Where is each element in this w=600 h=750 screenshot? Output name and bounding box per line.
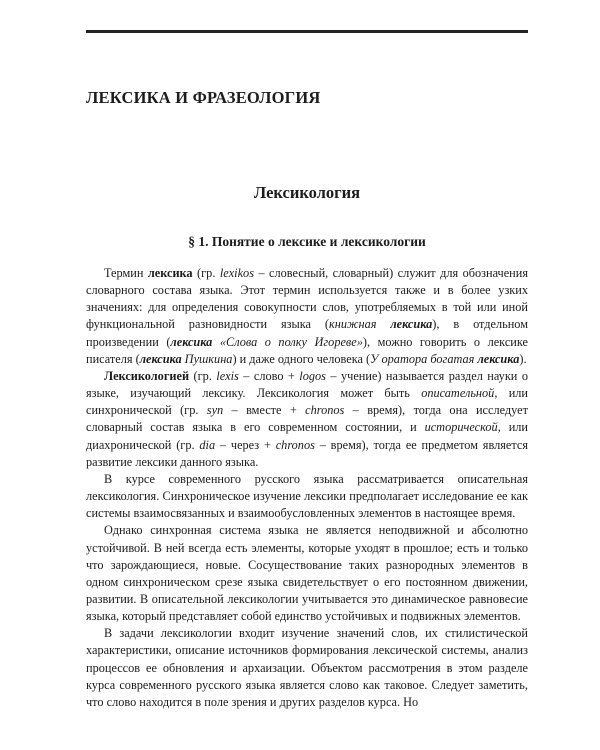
term-italic: книжная (329, 317, 391, 332)
text-run: ) и даже одного человека ( (232, 351, 371, 366)
top-rule (86, 30, 528, 33)
term-bold-italic: лексика (477, 351, 520, 366)
term-italic: dia (199, 437, 216, 452)
text-run: ), можно говорить о лексике писателя ( (86, 334, 528, 366)
term-italic: logos (299, 368, 326, 383)
paragraph-5: В задачи лексикологии входит изучение значений слов, их стилистической характеристики, описание источников формирования лексической системы, анализ процессов ее обновления и архаизации. Объектом рассмотрения в этом разделе курса современного русского языка является слово как таковое. Следует заметить, что слово находится в поле зрения и других разделов курса. Но (86, 626, 528, 709)
text-run: – словесный, словарный) служит для обозначения словарного состава языка. Этот термин используется также и в более узких значениях: для определения совокупности слов, употребляемых в той или иной функциональной разновидности языка ( (86, 266, 528, 332)
text-run: – время), тогда она исследует словарный состав языка в его современном состоянии, и (86, 403, 528, 435)
term-italic: исторической (424, 420, 498, 435)
text-run: – вместе + (223, 403, 306, 418)
term-italic: syn (206, 403, 224, 418)
term-italic: chronos (305, 403, 345, 418)
section-title: Лексикология (253, 183, 361, 202)
text-run: ). (519, 351, 527, 366)
term-italic: описательной (421, 386, 495, 401)
chapter-title: ЛЕКСИКА И ФРАЗЕОЛОГИЯ (86, 88, 321, 107)
term-bold-italic: лексика (170, 334, 213, 349)
text-run: (гр. (192, 266, 220, 280)
paragraph-3: В курсе современного русского языка рассматривается описательная лексикология. Синхроническое изучение лексики предполагает исследование ее как системы взаимосвязанных и взаимообусловленных элементов в настоящее время. (86, 471, 528, 521)
text-run: Термин (104, 266, 148, 280)
text-run: , или синхронической (гр. (86, 386, 528, 418)
text-run: – через + (215, 437, 276, 452)
text-run: , или диахронической (гр. (86, 420, 528, 452)
term-bold-italic: лексика (390, 317, 433, 332)
term-bold: лексика (147, 266, 193, 280)
paragraph-4: Однако синхронная система языка не является неподвижной и абсолютно устойчивой. В ней всегда есть элементы, которые уходят в прошлое; есть и только что зарождающиеся, новые. Сосуществование таких разнородных элементов в одном синхроническом срезе языка свидетельствует о его постоянном движении, развитии. В описательной лексикологии учитывается это динамическое равновесие языка, который представляет собой единство устойчивых и подвижных элементов. (86, 523, 528, 624)
term-bold: Лексикологией (104, 368, 190, 383)
term-italic: «Слова о полку Игореве» (212, 334, 363, 349)
term-bold-italic: лексика (139, 351, 182, 366)
text-run: – слово + (238, 368, 300, 383)
text-run: – учение) называется раздел науки о языке, изучающий лексику. Лексикология может быть (86, 368, 528, 401)
text-run: – время), тогда ее предметом является развитие лексики данного языка. (86, 437, 528, 469)
text-run: ), в отдельном произведении ( (86, 317, 529, 349)
term-italic: lexikos (219, 266, 254, 280)
text-run: (гр. (189, 368, 217, 383)
paragraph-2 (86, 368, 528, 471)
term-italic: Пушкина (181, 351, 233, 366)
term-italic: lexis (216, 368, 239, 383)
paragraph-title: § 1. Понятие о лексике и лексикологии (188, 234, 426, 249)
term-italic: chronos (275, 437, 315, 452)
paragraph-1 (86, 265, 528, 368)
term-italic: У оратора богатая (370, 351, 478, 366)
body-text (86, 265, 528, 711)
